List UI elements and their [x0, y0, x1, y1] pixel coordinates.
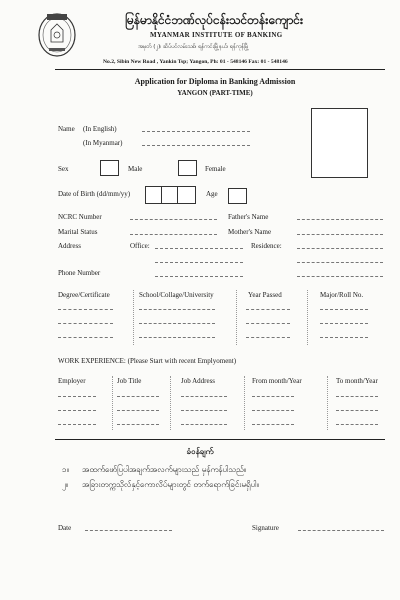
office-address-field-2[interactable] — [155, 262, 243, 263]
edu-school-row-1[interactable] — [139, 309, 215, 310]
edu-degree-row-3[interactable] — [58, 337, 113, 338]
signature-label: Signature — [252, 524, 279, 532]
marital-status-field[interactable] — [130, 234, 217, 235]
mothers-name-label: Mother's Name — [228, 228, 272, 236]
work-divider-4 — [327, 376, 328, 430]
nrc-field[interactable] — [130, 219, 217, 220]
work-from-row-2[interactable] — [252, 410, 294, 411]
work-heading: WORK EXPERIENCE: (Please Start with recent Emplyoment) — [58, 357, 237, 365]
male-checkbox[interactable] — [100, 160, 119, 176]
work-col-to: To month/Year — [336, 377, 378, 385]
work-from-row-3[interactable] — [252, 424, 294, 425]
work-col-employer: Employer — [58, 377, 86, 385]
name-english-label: (In English) — [83, 125, 117, 133]
work-divider-2 — [170, 376, 171, 430]
name-english-field[interactable] — [142, 131, 250, 132]
address-label: Address — [58, 242, 81, 250]
edu-major-row-2[interactable] — [320, 323, 368, 324]
residence-label: Residence: — [251, 242, 282, 250]
institute-logo — [37, 10, 77, 58]
work-divider-1 — [112, 376, 113, 430]
name-myanmar-label: (In Myanmar) — [83, 139, 123, 147]
institute-name-burmese: မြန်မာနိုင်ငံဘဏ်လုပ်ငန်းသင်တန်းကျောင်း — [125, 13, 304, 27]
work-employer-row-1[interactable] — [58, 396, 96, 397]
declaration-1-number: ၁။ — [62, 465, 69, 474]
work-from-row-1[interactable] — [252, 396, 294, 397]
phone-field[interactable] — [155, 276, 243, 277]
edu-col-major: Major/Roll No. — [320, 291, 364, 299]
office-label: Office: — [130, 242, 150, 250]
residence-address-field-2[interactable] — [297, 262, 383, 263]
edu-degree-row-1[interactable] — [58, 309, 113, 310]
female-checkbox[interactable] — [178, 160, 197, 176]
edu-divider-1 — [133, 290, 134, 345]
work-employer-row-3[interactable] — [58, 424, 96, 425]
declaration-1-text: အထက်ဖော်ပြပါအချက်အလက်များသည် မှန်ကန်ပါသည်။ — [82, 465, 247, 474]
edu-school-row-2[interactable] — [139, 323, 215, 324]
institute-address: No.2, Sibin New Road , Yankin Tsp; Yangon, Ph: 01 - 548146 Fax: 01 - 548146 — [103, 59, 288, 65]
edu-col-school: School/Collage/University — [139, 291, 214, 299]
office-address-field[interactable] — [155, 248, 243, 249]
declaration-2-text: အခြားတက္ကသိုလ်နှင့်ကောလိပ်များတွင် တက်ရောက်ခြင်းမရှိပါ။ — [82, 480, 259, 489]
work-title-row-2[interactable] — [117, 410, 159, 411]
institute-name-english: MYANMAR INSTITUTE OF BANKING — [150, 31, 283, 39]
work-employer-row-2[interactable] — [58, 410, 96, 411]
declaration-heading: ခံဝန်ချက် — [186, 447, 214, 456]
work-title-row-1[interactable] — [117, 396, 159, 397]
phone-label: Phone Number — [58, 269, 101, 277]
header-divider — [55, 69, 385, 70]
edu-year-row-1[interactable] — [246, 309, 290, 310]
name-myanmar-field[interactable] — [142, 145, 250, 146]
edu-col-degree: Degree/Certificate — [58, 291, 110, 299]
edu-divider-2 — [236, 290, 237, 345]
work-divider-3 — [244, 376, 245, 430]
nrc-label: NCRC Number — [58, 213, 102, 221]
dob-day-field[interactable] — [145, 186, 162, 204]
dob-label: Date of Birth (dd/mm/yy) — [58, 190, 131, 198]
male-label: Male — [128, 165, 143, 173]
fathers-name-field[interactable] — [297, 219, 383, 220]
work-to-row-3[interactable] — [336, 424, 378, 425]
institute-address-burmese: အမှတ် (၂)၊ ဆိပ်ပင်လမ်းသစ်၊ ရန်ကင်းမြို့နယ်၊ ရန်ကုန်မြို့ — [138, 44, 249, 50]
marital-status-label: Marital Status — [58, 228, 98, 236]
dob-year-field[interactable] — [177, 186, 196, 204]
declaration-2-number: ၂။ — [62, 480, 69, 489]
work-to-row-2[interactable] — [336, 410, 378, 411]
edu-divider-3 — [307, 290, 308, 345]
work-address-row-1[interactable] — [181, 396, 227, 397]
form-title: Application for Diploma in Banking Admission — [134, 77, 296, 86]
name-label: Name — [58, 125, 75, 133]
age-label: Age — [206, 190, 218, 198]
work-col-job-title: Job Title — [117, 377, 142, 385]
residence-address-field-3[interactable] — [297, 276, 383, 277]
sex-label: Sex — [58, 165, 69, 173]
fathers-name-label: Father's Name — [228, 213, 269, 221]
dob-month-field[interactable] — [161, 186, 178, 204]
work-address-row-2[interactable] — [181, 410, 227, 411]
mothers-name-field[interactable] — [297, 234, 383, 235]
photo-box[interactable] — [311, 108, 368, 178]
date-field[interactable] — [85, 530, 172, 531]
edu-col-year: Year Passed — [248, 291, 282, 299]
edu-major-row-1[interactable] — [320, 309, 368, 310]
work-address-row-3[interactable] — [181, 424, 227, 425]
work-to-row-1[interactable] — [336, 396, 378, 397]
edu-year-row-2[interactable] — [246, 323, 290, 324]
edu-school-row-3[interactable] — [139, 337, 215, 338]
edu-major-row-3[interactable] — [320, 337, 368, 338]
edu-degree-row-2[interactable] — [58, 323, 113, 324]
work-col-job-address: Job Address — [181, 377, 216, 385]
female-label: Female — [205, 165, 226, 173]
edu-year-row-3[interactable] — [246, 337, 290, 338]
residence-address-field[interactable] — [297, 248, 383, 249]
signature-field[interactable] — [298, 530, 384, 531]
date-label: Date — [58, 524, 72, 532]
form-subtitle: YANGON (PART-TIME) — [177, 89, 253, 97]
section-divider — [55, 439, 385, 440]
age-field[interactable] — [228, 188, 247, 204]
work-title-row-3[interactable] — [117, 424, 159, 425]
work-col-from: From month/Year — [252, 377, 302, 385]
